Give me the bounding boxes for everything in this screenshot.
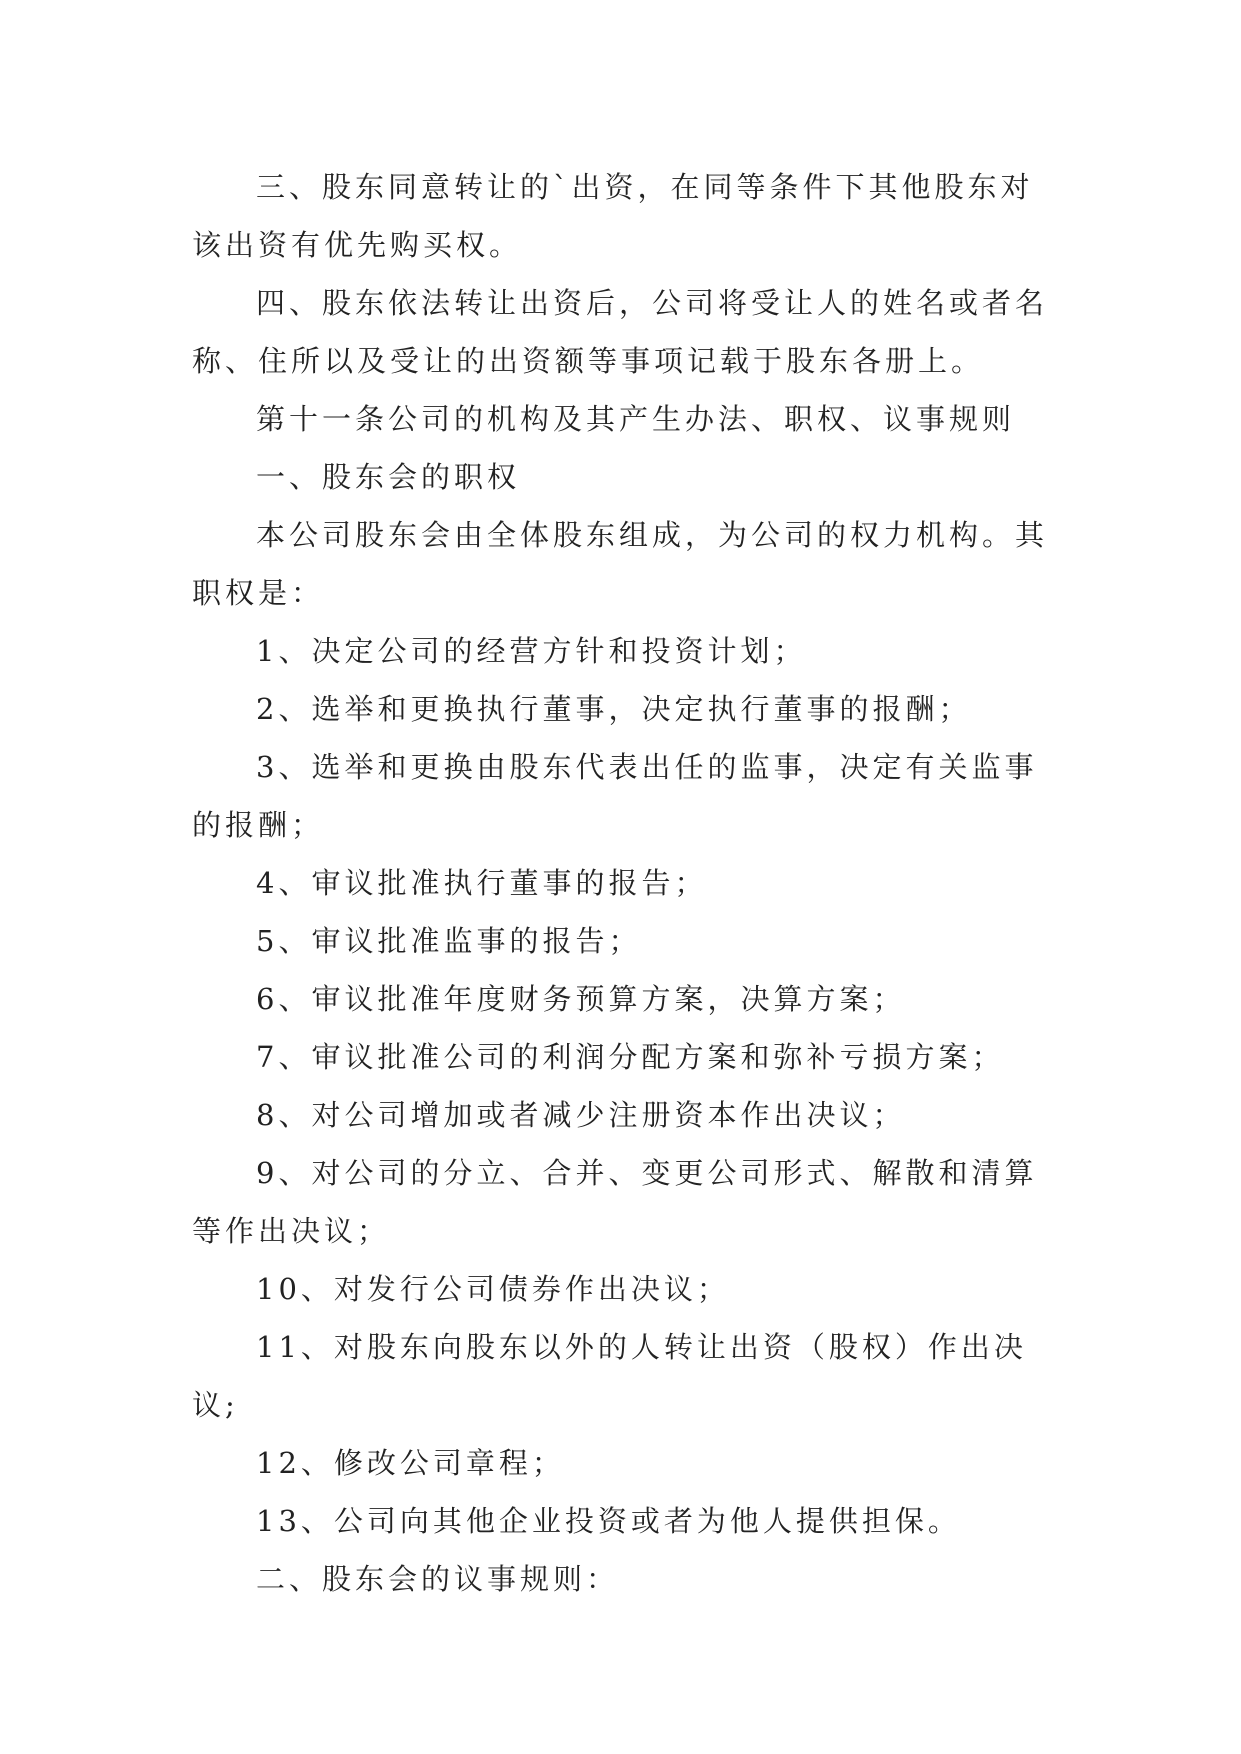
list-item-4: 4、审议批准执行董事的报告；	[256, 866, 708, 900]
list-item-13: 13、公司向其他企业投资或者为他人提供担保。	[256, 1504, 961, 1538]
list-item-3: 3、选举和更换由股东代表出任的监事，决定有关监事的报酬；	[192, 750, 1038, 842]
list-item-6: 6、审议批准年度财务预算方案，决算方案；	[256, 982, 906, 1016]
list-item-11: 11、对股东向股东以外的人转让出资（股权）作出决议;	[192, 1330, 1027, 1422]
list-item-10: 10、对发行公司债券作出决议；	[256, 1272, 730, 1306]
list-item-12: 12、修改公司章程；	[256, 1446, 565, 1480]
paragraph-transfer-priority: 三、股东同意转让的`出资，在同等条件下其他股东对该出资有优先购买权。	[192, 170, 1034, 262]
section-heading-powers: 一、股东会的职权	[256, 460, 521, 494]
paragraph-shareholders-meeting: 本公司股东会由全体股东组成，为公司的权力机构。其职权是：	[192, 518, 1049, 610]
document-page	[192, 158, 1050, 1608]
list-item-8: 8、对公司增加或者减少注册资本作出决议；	[256, 1098, 906, 1132]
article-eleven-heading: 第十一条公司的机构及其产生办法、职权、议事规则	[256, 402, 1016, 436]
list-item-7: 7、审议批准公司的利润分配方案和弥补亏损方案；	[256, 1040, 1005, 1074]
list-item-1: 1、决定公司的经营方针和投资计划；	[256, 634, 807, 668]
list-item-5: 5、审议批准监事的报告；	[256, 924, 642, 958]
section-heading-rules: 二、股东会的议事规则：	[256, 1562, 620, 1596]
list-item-2: 2、选举和更换执行董事，决定执行董事的报酬；	[256, 692, 972, 726]
paragraph-transfer-registration: 四、股东依法转让出资后，公司将受让人的姓名或者名称、住所以及受让的出资额等事项记载于股东各册上。	[192, 286, 1049, 378]
list-item-9: 9、对公司的分立、合并、变更公司形式、解散和清算等作出决议；	[192, 1156, 1038, 1248]
